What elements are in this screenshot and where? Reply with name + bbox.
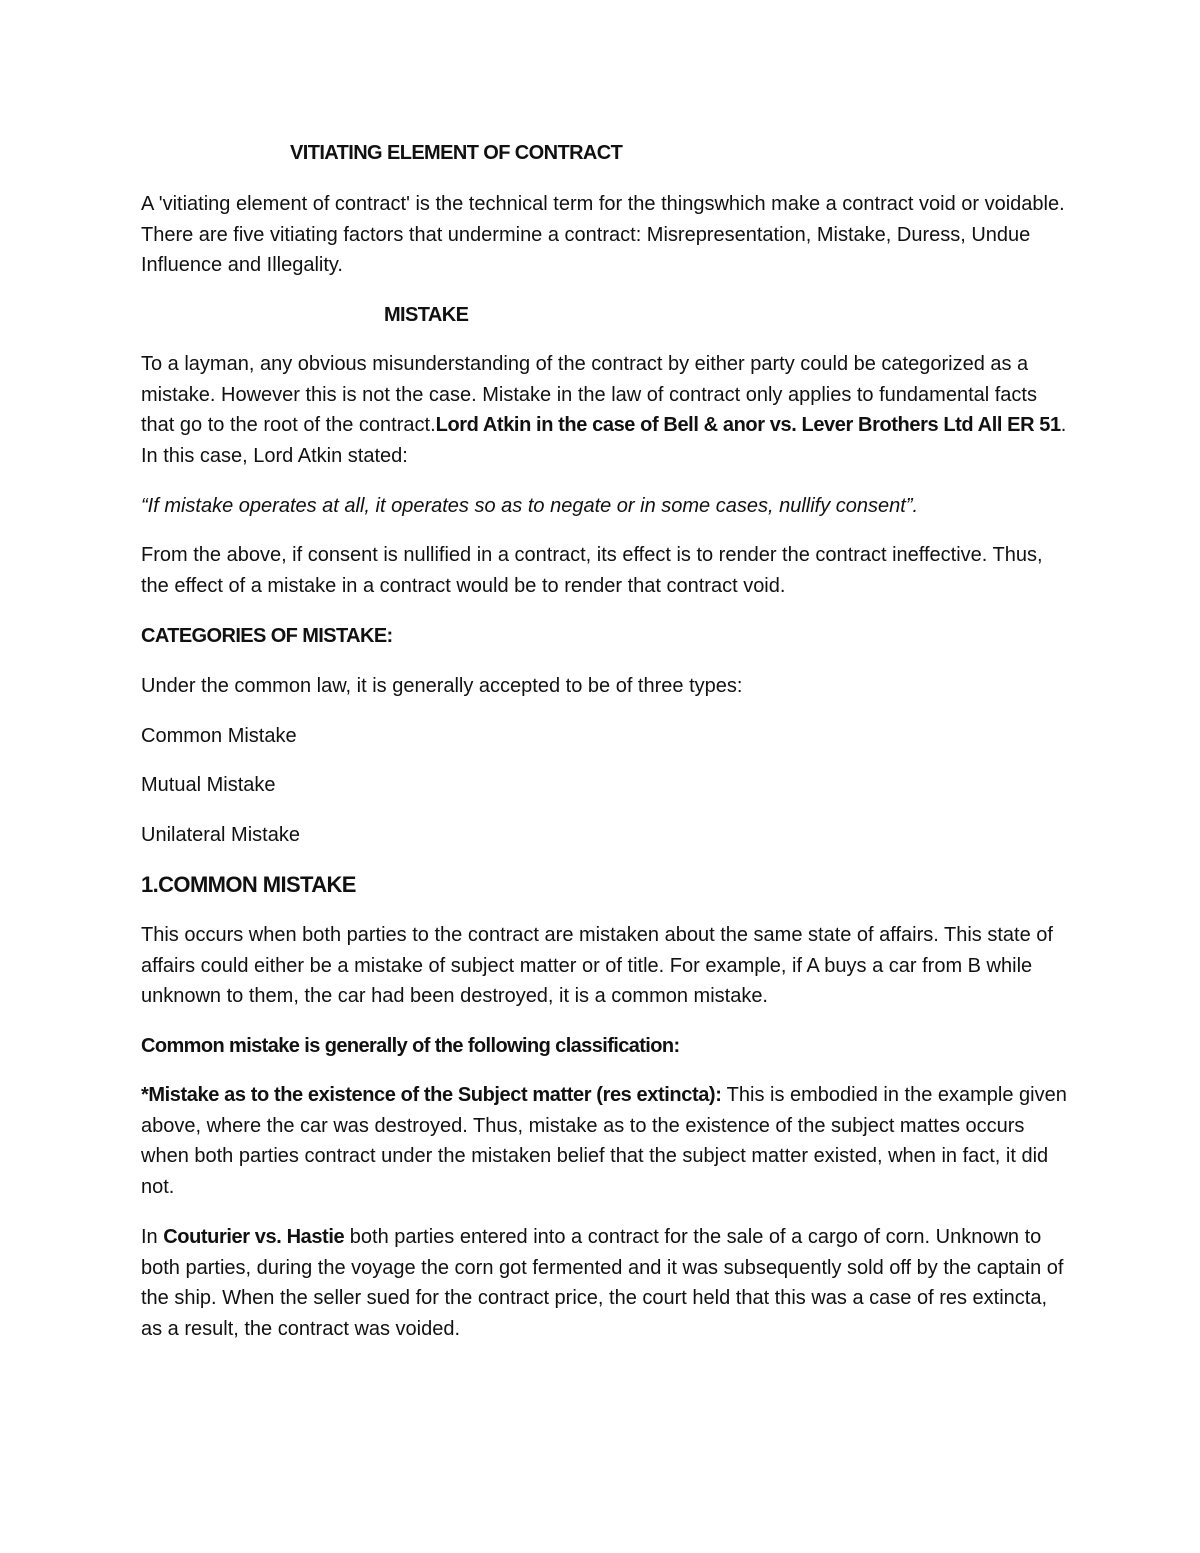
couturier-text: both parties entered into a contract for the sale of a cargo of corn. Unknown to both parties, during the voyage the corn got fermented and it was subsequently sold off by the captain of the ship. When the seller sued for the contract price, the court held that this was a case of res extincta, as a result, the contract was voided. [141, 1226, 1064, 1340]
categories-intro: Under the common law, it is generally accepted to be of three types: [141, 675, 743, 697]
mistake-paragraph-text: To a layman, any obvious misunderstanding of the contract by either party could be categorized as a mistake. However this is not the case. Mistake in the law of contract only applies to fundamental facts that go to the root of the contract. [141, 353, 1037, 436]
couturier-case: Couturier vs. Hastie [163, 1226, 345, 1248]
common-mistake-paragraph: This occurs when both parties to the contract are mistaken about the same state of affairs. This state of affairs could either be a mistake of subject matter or of title. For example, if A buys a car from B while unknown to them, the car had been destroyed, it is a common mistake. [141, 924, 1053, 1007]
res-extincta-text: This is embodied in the example given above, where the car was destroyed. Thus, mistake as to the existence of the subject mattes occurs when both parties contract under the mistaken belief that the subject matter existed, when in fact, it did not. [141, 1084, 1067, 1198]
mistake-paragraph [141, 349, 1071, 471]
effect-paragraph: From the above, if consent is nullified in a contract, its effect is to render the contract ineffective. Thus, the effect of a mistake in a contract would be to render that contract void. [141, 544, 1043, 597]
atkin-quote: “If mistake operates at all, it operates so as to negate or in some cases, nullify consent”. [141, 495, 919, 517]
common-mistake-heading: 1.COMMON MISTAKE [141, 872, 356, 897]
intro-paragraph: A 'vitiating element of contract' is the technical term for the thingswhich make a contract void or voidable. There are five vitiating factors that undermine a contract: Misrepresentation, Mistake, Duress, Undue Influence and Illegality. [141, 193, 1065, 276]
res-extincta-label: *Mistake as to the existence of the Subject matter (res extincta): [141, 1084, 722, 1106]
document-title: VITIATING ELEMENT OF CONTRACT [290, 142, 623, 164]
mistake-heading: MISTAKE [384, 304, 469, 326]
bell-vs-lever-case: Lord Atkin in the case of Bell & anor vs. Lever Brothers Ltd All ER 51 [435, 414, 1061, 436]
couturier-paragraph [141, 1222, 1071, 1344]
type-mutual-mistake: Mutual Mistake [141, 774, 276, 796]
type-common-mistake: Common Mistake [141, 725, 297, 747]
res-extincta-paragraph [141, 1080, 1071, 1202]
couturier-prefix: In [141, 1226, 164, 1248]
categories-heading: CATEGORIES OF MISTAKE: [141, 625, 393, 647]
classification-heading: Common mistake is generally of the following classification: [141, 1035, 680, 1057]
type-unilateral-mistake: Unilateral Mistake [141, 824, 300, 846]
mistake-paragraph-after: . In this case, Lord Atkin stated: [141, 414, 1067, 467]
